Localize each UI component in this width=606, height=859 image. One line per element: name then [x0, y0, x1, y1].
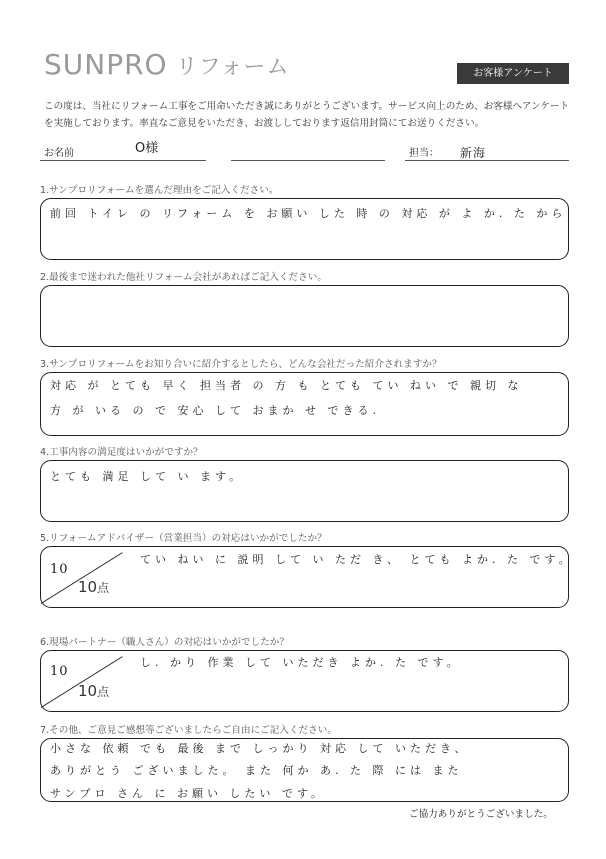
intro-text: この度は、当社にリフォーム工事をご用命いただき誠にありがとうございます。サービス向上のため、お客様へアンケートを実施しております。率直なご意見をいただき、お渡ししております返信用封筒にてお送りください。 [44, 101, 570, 129]
score-6-max-number: 10 [78, 682, 98, 700]
question-1-label: 1.サンプロリフォームを選んだ理由をご記入ください。 [40, 185, 279, 196]
staff-value: 新海 [460, 146, 487, 160]
name-underline [40, 160, 206, 161]
score-6-max [78, 682, 109, 700]
score-6-unit: 点 [97, 685, 110, 699]
question-2-label: 2.最後まで迷われた他社リフォーム会社があればご記入ください。 [40, 272, 327, 283]
answer-3-line-1: 対応 が とても 早く 担当者 の 方 も とても てい ねい で 親切 な [50, 379, 523, 392]
answer-5-line-1: てい ねい に 説明 して い ただ き、 とても よか. た です。 [140, 553, 574, 566]
answer-3-line-2: 方 が いる の で 安心 して おまか せ できる. [50, 404, 380, 417]
score-5-value: 10 [50, 562, 69, 577]
answer-1-line-1: 前回 トイレ の リフォーム を お願い した 時 の 対応 が よ か. た から [50, 207, 567, 220]
question-7-label: 7.その他、ご意見ご感想等ございましたらご自由にご記入ください。 [40, 725, 337, 736]
logo-main: SUNPRO [44, 48, 168, 81]
name-label: お名前 [44, 148, 74, 159]
answer-7-line-1: 小さな 依頼 でも 最後 まで しっかり 対応 して いただき、 [50, 742, 470, 755]
answer-4-line-1: とても 満足 して い ます。 [50, 470, 245, 483]
blank-underline [231, 160, 385, 161]
answer-6-line-1: し. かり 作業 して いただき よか. た です。 [140, 656, 462, 669]
company-logo [44, 48, 290, 81]
staff-label: 担当： [409, 148, 439, 159]
answer-box-2 [40, 285, 569, 347]
score-6-value: 10 [50, 664, 69, 679]
score-5-max-number: 10 [78, 578, 98, 596]
logo-sub: リフォーム [175, 55, 290, 80]
thanks-text: ご協力ありがとうございました。 [409, 809, 553, 820]
staff-underline [405, 160, 569, 161]
survey-tag: お客様アンケート [457, 63, 569, 84]
question-5-label: 5.リフォームアドバイザー（営業担当）の対応はいかがでしたか？ [40, 533, 327, 544]
question-4-label: 4.工事内容の満足度はいかがですか？ [40, 447, 203, 458]
answer-7-line-3: サンプロ さん に お願い したい です。 [50, 787, 327, 800]
score-5-unit: 点 [97, 581, 110, 595]
answer-7-line-2: ありがとう ございました。 また 何か あ. た 際 には また [50, 764, 463, 777]
question-3-label: 3.サンプロリフォームをお知り合いに紹介するとしたら、どんな会社だった紹介されますか？ [40, 359, 442, 370]
score-5-max [78, 578, 109, 596]
question-6-label: 6.現場パートナー（職人さん）の対応はいかがでしたか？ [40, 637, 289, 648]
name-value: O様 [135, 141, 159, 156]
